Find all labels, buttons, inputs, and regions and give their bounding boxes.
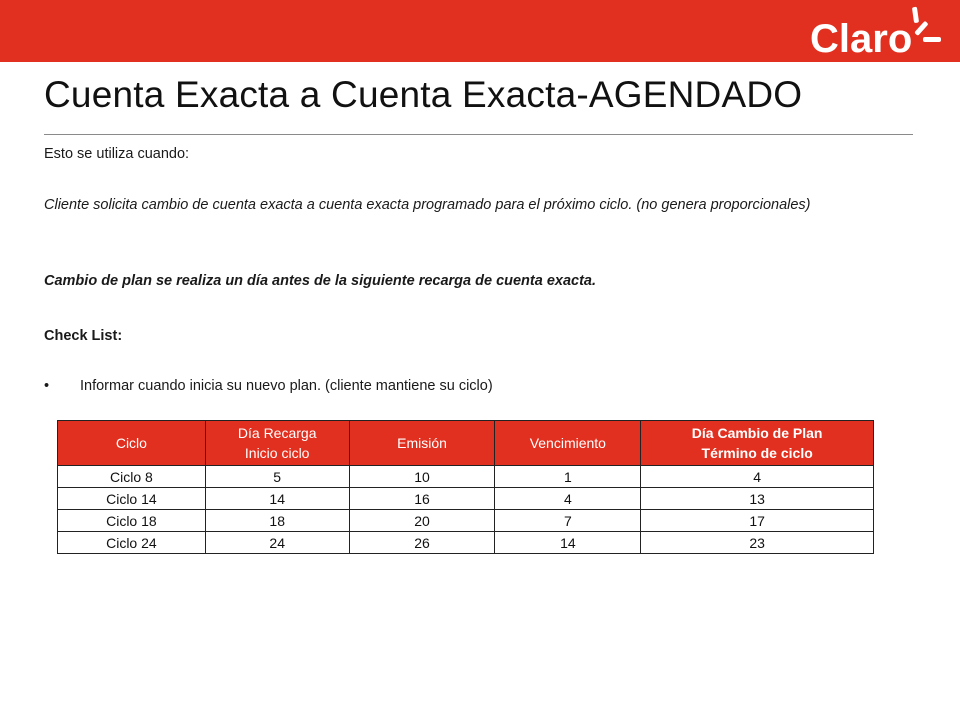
header-dia-cambio-plan: Día Cambio de Plan Término de ciclo — [641, 421, 874, 466]
cell-vencimiento: 4 — [495, 488, 641, 510]
cell-vencimiento: 14 — [495, 532, 641, 554]
svg-text:Claro: Claro — [810, 17, 913, 60]
intro-text: Esto se utiliza cuando: — [44, 146, 190, 162]
cell-dia-recarga: 18 — [205, 510, 349, 532]
cell-dia-cambio: 13 — [641, 488, 874, 510]
checklist-label: Check List: — [44, 328, 123, 344]
cell-vencimiento: 1 — [495, 466, 641, 488]
table-header-row — [58, 421, 874, 466]
cell-ciclo: Ciclo 8 — [58, 466, 206, 488]
cell-ciclo: Ciclo 14 — [58, 488, 206, 510]
cell-ciclo: Ciclo 24 — [58, 532, 206, 554]
cell-dia-cambio: 23 — [641, 532, 874, 554]
cell-dia-cambio: 17 — [641, 510, 874, 532]
bullet-icon: • — [44, 378, 50, 394]
cycle-table — [57, 420, 874, 554]
cell-dia-cambio: 4 — [641, 466, 874, 488]
cell-emision: 10 — [349, 466, 495, 488]
header-ciclo: Ciclo — [58, 421, 206, 466]
cell-dia-recarga: 24 — [205, 532, 349, 554]
cell-vencimiento: 7 — [495, 510, 641, 532]
page-title: Cuenta Exacta a Cuenta Exacta-AGENDADO — [44, 74, 803, 115]
header-dia-recarga: Día Recarga Inicio ciclo — [205, 421, 349, 466]
header-emision: Emisión — [349, 421, 495, 466]
cell-emision: 26 — [349, 532, 495, 554]
cell-dia-recarga: 5 — [205, 466, 349, 488]
cell-emision: 16 — [349, 488, 495, 510]
table-row — [58, 532, 874, 554]
plan-change-note: Cambio de plan se realiza un día antes de la siguiente recarga de cuenta exacta. — [44, 273, 597, 289]
cell-ciclo: Ciclo 18 — [58, 510, 206, 532]
header-vencimiento: Vencimiento — [495, 421, 641, 466]
cell-emision: 20 — [349, 510, 495, 532]
brand-header-bar — [0, 0, 960, 62]
title-divider — [44, 134, 913, 135]
claro-logo — [806, 4, 946, 60]
table-row — [58, 510, 874, 532]
table-row — [58, 488, 874, 510]
table-row — [58, 466, 874, 488]
case-description: Cliente solicita cambio de cuenta exacta a cuenta exacta programado para el próximo ciclo. (no genera proporcionales) — [44, 197, 811, 213]
checklist-item — [44, 376, 493, 397]
checklist-item-text: Informar cuando inicia su nuevo plan. (cliente mantiene su ciclo) — [80, 378, 493, 394]
cell-dia-recarga: 14 — [205, 488, 349, 510]
